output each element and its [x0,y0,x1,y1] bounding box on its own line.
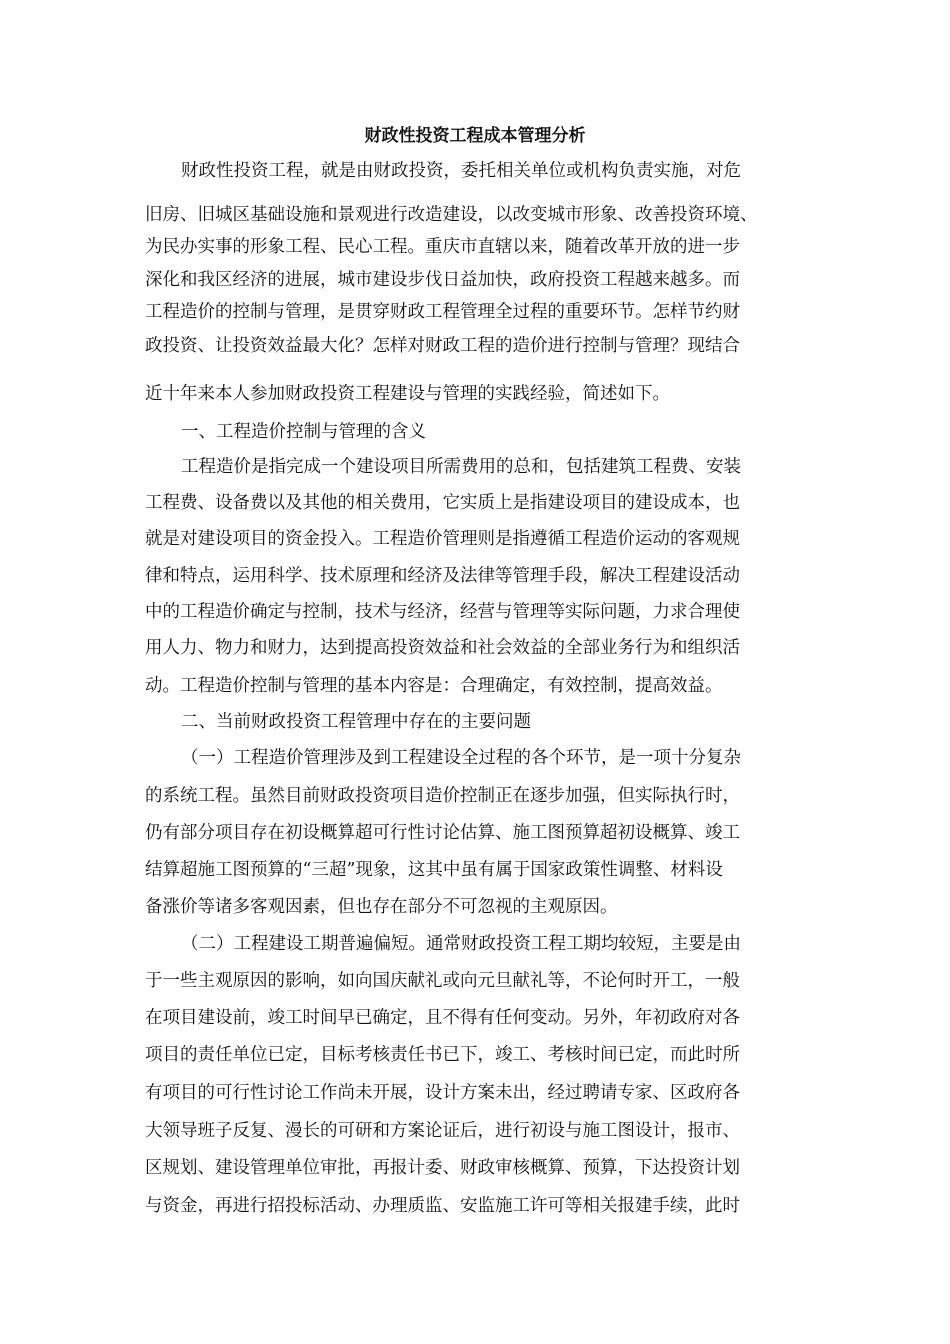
paragraph-line: 仍有部分项目存在初设概算超可行性讨论估算、施工图预算超初设概算、竣工 [145,823,740,843]
document-title: 财政性投资工程成本管理分析 [364,126,586,146]
paragraph-line: 区规划、建设管理单位审批，再报计委、财政审核概算、预算，下达投资计划 [145,1158,740,1178]
paragraph-line: 政投资、让投资效益最大化？怎样对财政工程的造价进行控制与管理？现结合 [145,336,740,356]
paragraph-line: 项目的责任单位已定，目标考核责任书已下，竣工、考核时间已定，而此时所 [145,1045,740,1065]
paragraph-line: （一）工程造价管理涉及到工程建设全过程的各个环节，是一项十分复杂 [181,748,741,768]
paragraph-line: 工程造价是指完成一个建设项目所需费用的总和，包括建筑工程费、安装 [181,457,741,477]
paragraph-line: 律和特点，运用科学、技术原理和经济及法律等管理手段，解决工程建设活动 [145,566,740,586]
paragraph-line: 中的工程造价确定与控制，技术与经济，经营与管理等实际问题，力求合理使 [145,602,740,622]
paragraph-line: 的系统工程。虽然目前财政投资项目造价控制正在逐步加强，但实际执行时， [145,786,740,806]
paragraph-line: 就是对建设项目的资金投入。工程造价管理则是指遵循工程造价运动的客观规 [145,529,740,549]
section-heading: 二、当前财政投资工程管理中存在的主要问题 [181,712,531,732]
paragraph-line: 工程造价的控制与管理，是贯穿财政工程管理全过程的重要环节。怎样节约财 [145,302,740,322]
paragraph-line: 有项目的可行性讨论工作尚未开展，设计方案未出，经过聘请专家、区政府各 [145,1083,740,1103]
paragraph-line: 工程费、设备费以及其他的相关费用，它实质上是指建设项目的建设成本，也 [145,493,740,513]
paragraph-line: 结算超施工图预算的“三超”现象，这其中虽有属于国家政策性调整、材料设 [145,860,723,880]
paragraph-line: 与资金，再进行招投标活动、办理质监、安监施工许可等相关报建手续，此时 [145,1196,740,1216]
paragraph-line: 财政性投资工程，就是由财政投资，委托相关单位或机构负责实施，对危 [181,161,741,181]
paragraph-line: 旧房、旧城区基础设施和景观进行改造建设，以改变城市形象、改善投资环境、 [145,205,758,225]
section-heading: 一、工程造价控制与管理的含义 [181,422,426,442]
paragraph-line: 深化和我区经济的进展，城市建设步伐日益加快，政府投资工程越来越多。而 [145,270,740,290]
paragraph-line: 于一些主观原因的影响，如向国庆献礼或向元旦献礼等，不论何时开工，一般 [145,971,740,991]
paragraph-line: 动。工程造价控制与管理的基本内容是：合理确定，有效控制，提高效益。 [145,676,723,696]
paragraph-line: 在项目建设前，竣工时间早已确定，且不得有任何变动。另外，年初政府对各 [145,1008,740,1028]
paragraph-line: 备涨价等诸多客观因素，但也存在部分不可忽视的主观原因。 [145,897,618,917]
paragraph-line: 大领导班子反复、漫长的可研和方案论证后，进行初设与施工图设计，报市、 [145,1121,740,1141]
paragraph-line: 为民办实事的形象工程、民心工程。重庆市直辖以来，随着改革开放的进一步 [145,237,740,257]
paragraph-line: （二）工程建设工期普遍偏短。通常财政投资工程工期均较短，主要是由 [181,934,741,954]
paragraph-line: 用人力、物力和财力，达到提高投资效益和社会效益的全部业务行为和组织活 [145,638,740,658]
paragraph-line: 近十年来本人参加财政投资工程建设与管理的实践经验，简述如下。 [145,384,670,404]
